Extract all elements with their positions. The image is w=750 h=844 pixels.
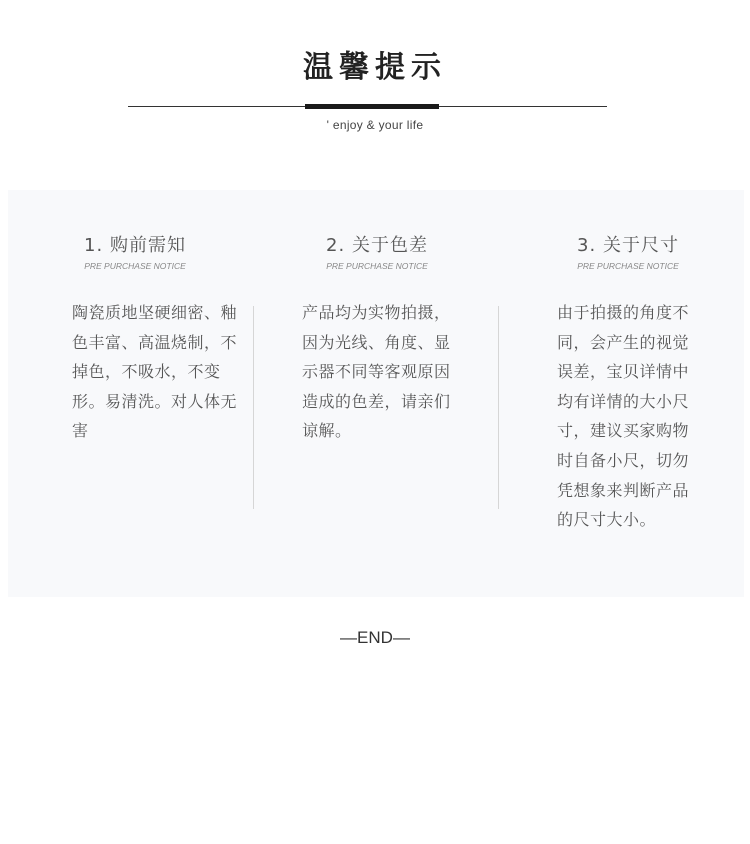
notice-heading-text: 3. 关于尺寸 — [577, 235, 679, 256]
notice-subheading: PRE PURCHASE NOTICE — [577, 261, 679, 271]
notice-body-size: 由于拍摄的角度不同，会产生的视觉误差，宝贝详情中均有详情的大小尺寸，建议买家购物时自备小尺，切勿凭想象来判断产品的尺寸大小。 — [557, 303, 690, 530]
page-title: 温馨提示 — [303, 50, 447, 85]
notice-heading-text: 1. 购前需知 — [84, 235, 186, 256]
notice-heading-purchase — [60, 231, 210, 271]
notice-body-color: 产品均为实物拍摄，因为光线、角度、显示器不同等客观原因造成的色差，请亲们谅解。 — [302, 303, 451, 441]
notice-subheading: PRE PURCHASE NOTICE — [84, 261, 186, 271]
notice-heading-size — [553, 231, 703, 271]
end-marker: —END— — [340, 628, 410, 647]
page-subtitle: ' enjoy & your life — [326, 118, 424, 132]
column-divider — [498, 306, 499, 509]
notice-subheading: PRE PURCHASE NOTICE — [326, 261, 428, 271]
title-divider-accent — [305, 104, 439, 109]
notice-body-purchase: 陶瓷质地坚硬细密、釉色丰富、高温烧制，不掉色，不吸水，不变形。易清洗。对人体无害 — [72, 303, 238, 441]
notice-heading-color — [302, 231, 452, 271]
notice-heading-text: 2. 关于色差 — [326, 235, 428, 256]
column-divider — [253, 306, 254, 509]
